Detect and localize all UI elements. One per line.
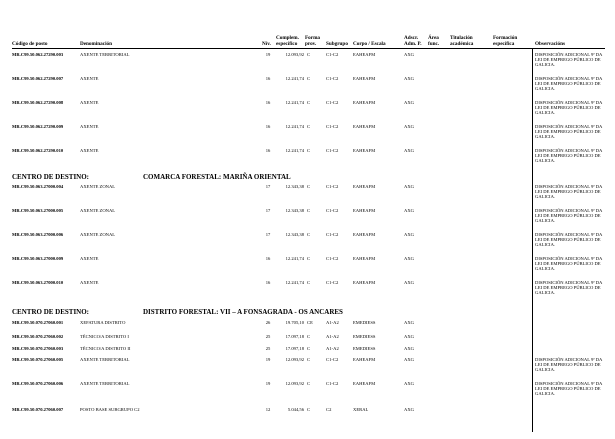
cell-sub: C1-C2	[326, 232, 339, 237]
table-row	[0, 184, 615, 204]
cell-code: MR.C99.50.070.27060.002	[12, 334, 64, 339]
table-row	[0, 232, 615, 252]
cell-niv: 17	[265, 184, 271, 189]
cell-code: MR.C99.50.063.27000.009	[12, 256, 64, 261]
cell-code: MR.C99.50.062.27290.008	[12, 100, 64, 105]
cell-adsc: AXG	[404, 232, 414, 237]
cell-corp: EAHEAFM	[353, 381, 376, 386]
header-denominacion: Denominación	[80, 41, 112, 47]
cell-forma: C	[307, 407, 311, 412]
cell-sub: A1-A2	[326, 346, 339, 351]
centre-destino-heading	[12, 173, 291, 181]
cell-corp: EAHEAFM	[353, 357, 376, 362]
cell-den: AXENTE TERRITORIAL	[80, 52, 130, 57]
cell-sub: C1-C2	[326, 124, 339, 129]
cell-corp: EAHEAFM	[353, 52, 376, 57]
header-observacions: Observacións	[535, 41, 565, 47]
header-area: Área func.	[428, 35, 440, 47]
cell-comp: 19.705,10	[285, 320, 304, 325]
cell-sub: C1-C2	[326, 52, 339, 57]
cell-sub: C1-C2	[326, 280, 339, 285]
table-row	[0, 124, 615, 144]
cell-sub: C1-C2	[326, 76, 339, 81]
cell-forma: C	[307, 256, 311, 261]
cell-corp: EAHEAFM	[353, 232, 376, 237]
cell-forma: CE	[307, 320, 313, 325]
cell-adsc: AXG	[404, 381, 414, 386]
cell-forma: C	[307, 208, 311, 213]
cell-corp: EAHEAFM	[353, 100, 376, 105]
cell-adsc: AXG	[404, 346, 414, 351]
cell-den: AXENTE ZONAL	[80, 232, 116, 237]
cell-corp: EAHEAFM	[353, 280, 376, 285]
header-rule	[12, 48, 605, 49]
cell-comp: 12.093,92	[285, 357, 304, 362]
cell-adsc: AXG	[404, 256, 414, 261]
cell-den: AXENTE ZONAL	[80, 184, 116, 189]
cell-forma: C	[307, 100, 311, 105]
cell-adsc: AXG	[404, 52, 414, 57]
cell-comp: 12.093,92	[285, 52, 304, 57]
cell-forma: C	[307, 184, 311, 189]
table-row	[0, 280, 615, 300]
cell-niv: 17	[265, 208, 271, 213]
cell-comp: 12.241,74	[285, 100, 304, 105]
header-codigo: Código de posto	[12, 41, 48, 47]
centre-destino-heading	[12, 308, 343, 316]
table-row	[0, 407, 615, 427]
cell-niv: 16	[265, 100, 271, 105]
cell-code: MR.C99.50.063.27000.006	[12, 232, 64, 237]
cell-den: AXENTE	[80, 124, 99, 129]
cell-observacions: DISPOSICIÓN ADICIONAL 9ª DA LEI DE EMPREGO PÚBLICO DE GALICIA.	[535, 280, 603, 296]
cell-comp: 12.241,74	[285, 148, 304, 153]
cell-forma: C	[307, 124, 311, 129]
cell-sub: C1-C2	[326, 381, 339, 386]
cell-forma: C	[307, 346, 311, 351]
header-adscricion: Adscr. Adm. P.	[404, 35, 422, 47]
cell-sub: C2	[326, 407, 332, 412]
header-formacion: Formación específica	[493, 35, 518, 47]
header-corpo: Corpo / Escala	[353, 41, 386, 47]
cell-sub: A1-A2	[326, 334, 339, 339]
cell-corp: XERAL	[353, 407, 369, 412]
cell-sub: C1-C2	[326, 357, 339, 362]
cell-niv: 16	[265, 280, 271, 285]
cell-forma: C	[307, 232, 311, 237]
cell-code: MR.C99.50.062.27290.010	[12, 148, 64, 153]
cell-comp: 5.044,56	[287, 407, 304, 412]
table-row	[0, 76, 615, 96]
cell-den: TÉCNICO/A DISTRITO II	[80, 346, 131, 351]
cell-code: MR.C99.50.063.27000.005	[12, 208, 64, 213]
cell-niv: 16	[265, 124, 271, 129]
cell-adsc: AXG	[404, 320, 414, 325]
cell-sub: C1-C2	[326, 256, 339, 261]
cell-niv: 19	[265, 357, 271, 362]
cell-adsc: AXG	[404, 76, 414, 81]
table-row	[0, 381, 615, 401]
cell-niv: 19	[265, 52, 271, 57]
cell-forma: C	[307, 334, 311, 339]
cell-den: AXENTE TERRITORIAL	[80, 357, 130, 362]
cell-adsc: AXG	[404, 124, 414, 129]
centre-name: COMARCA FORESTAL: MARIÑA ORIENTAL	[143, 173, 291, 181]
cell-code: MR.C99.50.070.27060.007	[12, 407, 64, 412]
cell-niv: 16	[265, 256, 271, 261]
cell-code: MR.C99.50.062.27290.007	[12, 76, 64, 81]
table-row	[0, 52, 615, 72]
cell-observacions: DISPOSICIÓN ADICIONAL 9ª DA LEI DE EMPREGO PÚBLICO DE GALICIA.	[535, 76, 603, 92]
cell-den: AXENTE TERRITORIAL	[80, 381, 130, 386]
cell-forma: C	[307, 357, 311, 362]
cell-sub: A1-A2	[326, 320, 339, 325]
cell-niv: 17	[265, 232, 271, 237]
cell-code: MR.C99.50.070.27060.006	[12, 381, 64, 386]
cell-corp: EMEDIESS	[353, 320, 376, 325]
cell-adsc: AXG	[404, 407, 414, 412]
cell-code: MR.C99.50.070.27060.005	[12, 357, 64, 362]
cell-den: AXENTE ZONAL	[80, 208, 116, 213]
cell-comp: 12.241,74	[285, 256, 304, 261]
header-subgrupo: Subgrupo	[326, 41, 348, 47]
cell-comp: 12.241,74	[285, 76, 304, 81]
cell-niv: 16	[265, 148, 271, 153]
cell-corp: EMEDIESS	[353, 334, 376, 339]
cell-forma: C	[307, 148, 311, 153]
header-titulacion: Titulación académica	[450, 35, 474, 47]
cell-code: MR.C99.50.070.27060.003	[12, 346, 64, 351]
table-row	[0, 148, 615, 168]
cell-den: AXENTE	[80, 280, 99, 285]
cell-den: XEFATURA DISTRITO	[80, 320, 126, 325]
cell-observacions: DISPOSICIÓN ADICIONAL 9ª DA LEI DE EMPREGO PÚBLICO DE GALICIA.	[535, 256, 603, 272]
cell-observacions: DISPOSICIÓN ADICIONAL 9ª DA LEI DE EMPREGO PÚBLICO DE GALICIA.	[535, 208, 603, 224]
cell-adsc: AXG	[404, 148, 414, 153]
header-complemento: Complem. específico	[276, 35, 299, 47]
cell-niv: 26	[265, 320, 271, 325]
cell-code: MR.C99.50.062.27290.003	[12, 52, 64, 57]
cell-comp: 12.241,74	[285, 280, 304, 285]
centre-label: CENTRO DE DESTINO:	[12, 308, 90, 316]
cell-niv: 12	[265, 407, 271, 412]
table-row	[0, 357, 615, 377]
cell-observacions: DISPOSICIÓN ADICIONAL 9ª DA LEI DE EMPREGO PÚBLICO DE GALICIA.	[535, 381, 603, 397]
header-nivel: Nív.	[262, 41, 271, 47]
cell-corp: EAHEAFM	[353, 124, 376, 129]
cell-den: AXENTE	[80, 76, 99, 81]
cell-comp: 12.093,92	[285, 381, 304, 386]
cell-observacions: DISPOSICIÓN ADICIONAL 9ª DA LEI DE EMPREGO PÚBLICO DE GALICIA.	[535, 148, 603, 164]
cell-adsc: AXG	[404, 208, 414, 213]
cell-observacions: DISPOSICIÓN ADICIONAL 9ª DA LEI DE EMPREGO PÚBLICO DE GALICIA.	[535, 124, 603, 140]
cell-comp: 17.097,18	[285, 346, 304, 351]
cell-observacions: DISPOSICIÓN ADICIONAL 9ª DA LEI DE EMPREGO PÚBLICO DE GALICIA.	[535, 232, 603, 248]
cell-adsc: AXG	[404, 334, 414, 339]
cell-den: AXENTE	[80, 100, 99, 105]
cell-corp: EAHEAFM	[353, 208, 376, 213]
centre-name: DISTRITO FORESTAL: VII – A FONSAGRADA - OS ANCARES	[143, 308, 343, 316]
cell-code: MR.C99.50.063.27000.010	[12, 280, 64, 285]
cell-comp: 12.343,38	[285, 232, 304, 237]
cell-observacions: DISPOSICIÓN ADICIONAL 9ª DA LEI DE EMPREGO PÚBLICO DE GALICIA.	[535, 184, 603, 200]
cell-sub: C1-C2	[326, 100, 339, 105]
cell-corp: EMEDIESS	[353, 346, 376, 351]
cell-code: MR.C99.50.070.27060.001	[12, 320, 64, 325]
cell-corp: EAHEAFM	[353, 76, 376, 81]
table-row	[0, 256, 615, 276]
cell-forma: C	[307, 381, 311, 386]
cell-den: AXENTE	[80, 256, 99, 261]
cell-niv: 16	[265, 76, 271, 81]
cell-code: MR.C99.50.063.27000.004	[12, 184, 64, 189]
cell-corp: EAHEAFM	[353, 256, 376, 261]
cell-forma: C	[307, 52, 311, 57]
cell-niv: 25	[265, 334, 271, 339]
cell-sub: C1-C2	[326, 184, 339, 189]
cell-sub: C1-C2	[326, 148, 339, 153]
centre-label: CENTRO DE DESTINO:	[12, 173, 90, 181]
header-forma: Forma prov.	[305, 35, 320, 47]
cell-den: POSTO BASE SUBGRUPO C2	[80, 407, 140, 412]
cell-observacions: DISPOSICIÓN ADICIONAL 9ª DA LEI DE EMPREGO PÚBLICO DE GALICIA.	[535, 52, 603, 68]
cell-den: AXENTE	[80, 148, 99, 153]
cell-adsc: AXG	[404, 184, 414, 189]
cell-adsc: AXG	[404, 100, 414, 105]
cell-observacions: DISPOSICIÓN ADICIONAL 9ª DA LEI DE EMPREGO PÚBLICO DE GALICIA.	[535, 100, 603, 116]
cell-adsc: AXG	[404, 357, 414, 362]
cell-comp: 12.343,38	[285, 208, 304, 213]
cell-den: TÉCNICO/A DISTRITO I	[80, 334, 129, 339]
cell-adsc: AXG	[404, 280, 414, 285]
cell-sub: C1-C2	[326, 208, 339, 213]
cell-forma: C	[307, 280, 311, 285]
table-row	[0, 208, 615, 228]
cell-observacions: DISPOSICIÓN ADICIONAL 9ª DA LEI DE EMPREGO PÚBLICO DE GALICIA.	[535, 357, 603, 373]
cell-niv: 19	[265, 381, 271, 386]
cell-comp: 12.343,38	[285, 184, 304, 189]
cell-niv: 25	[265, 346, 271, 351]
cell-corp: EAHEAFM	[353, 148, 376, 153]
cell-corp: EAHEAFM	[353, 184, 376, 189]
cell-comp: 12.241,74	[285, 124, 304, 129]
cell-comp: 17.097,18	[285, 334, 304, 339]
cell-code: MR.C99.50.062.27290.009	[12, 124, 64, 129]
cell-forma: C	[307, 76, 311, 81]
table-row	[0, 100, 615, 120]
